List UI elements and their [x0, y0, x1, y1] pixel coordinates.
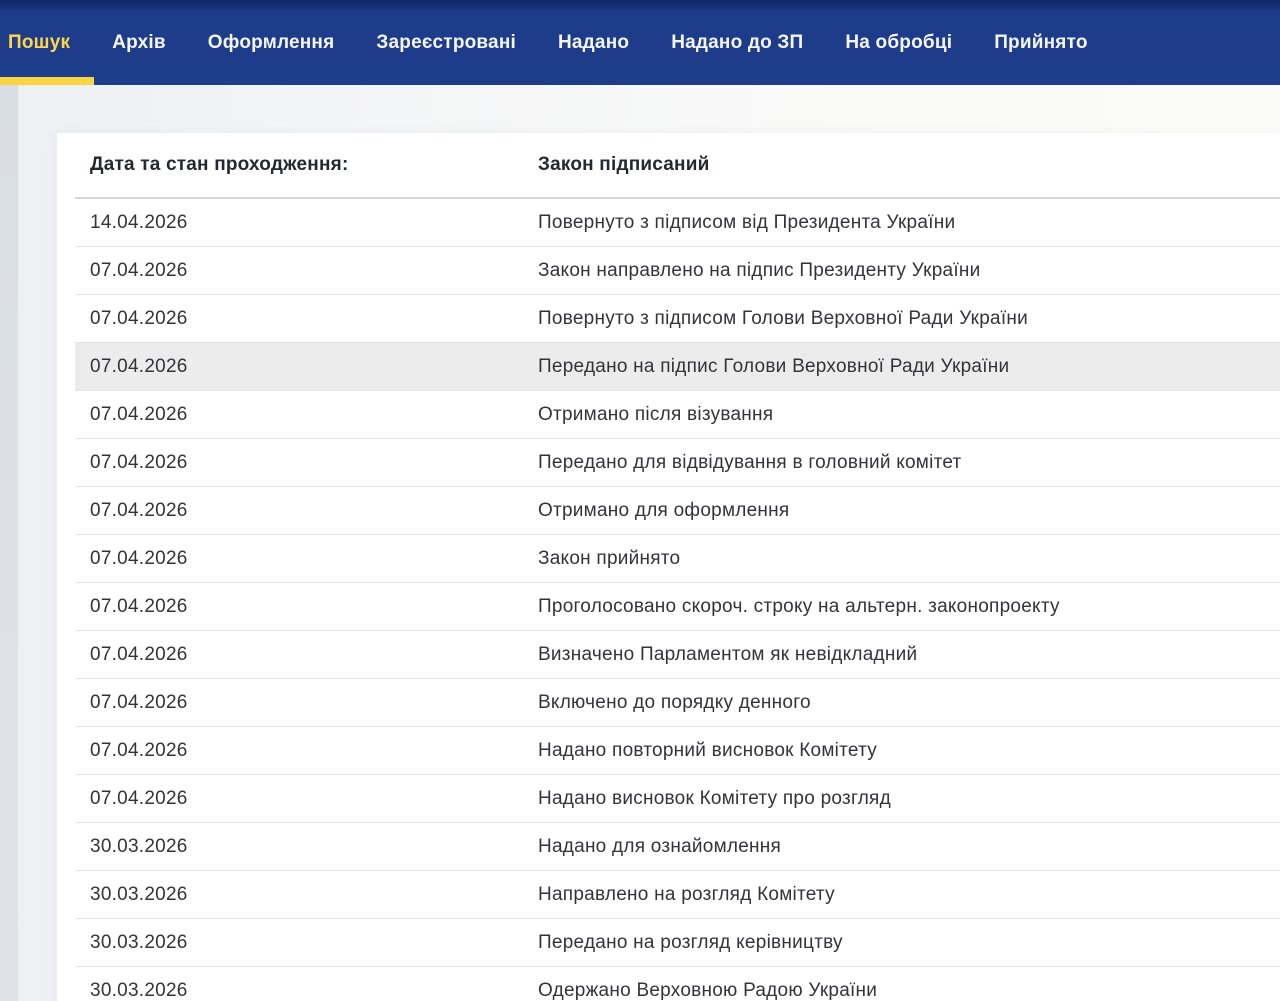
- nav-tab[interactable]: Зареєстровані: [376, 31, 516, 53]
- row-status: Закон направлено на підпис Президенту України: [538, 259, 981, 281]
- table-row: [75, 487, 1280, 535]
- row-status: Повернуто з підписом Голови Верховної Ради України: [538, 307, 1028, 329]
- row-date: 07.04.2026: [90, 595, 188, 617]
- table-row: [75, 439, 1280, 487]
- row-date: 07.04.2026: [90, 691, 188, 713]
- row-status: Включено до порядку денного: [538, 691, 811, 713]
- row-status: Одержано Верховною Радою України: [538, 979, 878, 1001]
- row-status: Отримано для оформлення: [538, 499, 790, 521]
- row-date: 30.03.2026: [90, 835, 188, 857]
- row-date: 07.04.2026: [90, 787, 188, 809]
- row-date: 30.03.2026: [90, 883, 188, 905]
- nav-tab[interactable]: Надано: [557, 31, 630, 53]
- row-status: Передано для відвідування в головний комітет: [538, 451, 962, 473]
- nav-tabs: [0, 0, 1280, 85]
- row-status: Повернуто з підписом від Президента України: [538, 211, 956, 233]
- table-row: [75, 967, 1280, 1001]
- row-status: Надано для ознайомлення: [538, 835, 782, 857]
- row-status: Отримано після візування: [538, 403, 774, 425]
- top-navigation: [0, 0, 1280, 85]
- row-status: Закон прийнято: [538, 547, 681, 569]
- table-row: [75, 391, 1280, 439]
- row-date: 07.04.2026: [90, 403, 188, 425]
- row-date: 07.04.2026: [90, 739, 188, 761]
- row-date: 30.03.2026: [90, 931, 188, 953]
- table-row: [75, 823, 1280, 871]
- table-row: [75, 247, 1280, 295]
- row-date: 07.04.2026: [90, 451, 188, 473]
- table-row: [75, 919, 1280, 967]
- table-row: [75, 727, 1280, 775]
- table-header-row: [75, 133, 1280, 199]
- table-row: [75, 199, 1280, 247]
- table-row: [75, 583, 1280, 631]
- row-status: Визначено Парламентом як невідкладний: [538, 643, 918, 665]
- left-edge-strip: [0, 85, 18, 1001]
- row-date: 07.04.2026: [90, 643, 188, 665]
- column-header-date: Дата та стан проходження:: [90, 154, 349, 175]
- table-row: [75, 535, 1280, 583]
- law-status-card: [57, 133, 1280, 1001]
- row-status: Надано висновок Комітету про розгляд: [538, 787, 891, 809]
- nav-tab[interactable]: Пошук: [8, 31, 71, 53]
- row-status: Направлено на розгляд Комітету: [538, 883, 835, 905]
- row-status: Передано на підпис Голови Верховної Ради України: [538, 355, 1010, 377]
- table-row: [75, 343, 1280, 391]
- row-date: 07.04.2026: [90, 547, 188, 569]
- page-body: [0, 85, 1280, 1001]
- row-status: Передано на розгляд керівництву: [538, 931, 843, 953]
- row-date: 07.04.2026: [90, 259, 188, 281]
- nav-tab[interactable]: Оформлення: [207, 31, 335, 53]
- nav-tab[interactable]: Архів: [112, 31, 166, 53]
- row-status: Проголосовано скороч. строку на альтерн. законопроекту: [538, 595, 1060, 617]
- nav-tab[interactable]: Надано до ЗП: [671, 31, 804, 53]
- table-row: [75, 295, 1280, 343]
- row-date: 14.04.2026: [90, 211, 188, 233]
- table-row: [75, 679, 1280, 727]
- nav-tab[interactable]: Прийнято: [994, 31, 1088, 53]
- nav-tab[interactable]: На обробці: [845, 31, 953, 53]
- table-body: [75, 199, 1280, 1001]
- row-date: 07.04.2026: [90, 499, 188, 521]
- table-row: [75, 631, 1280, 679]
- row-date: 30.03.2026: [90, 979, 188, 1001]
- column-header-status: Закон підписаний: [538, 154, 710, 175]
- row-date: 07.04.2026: [90, 355, 188, 377]
- table-row: [75, 871, 1280, 919]
- table-row: [75, 775, 1280, 823]
- row-date: 07.04.2026: [90, 307, 188, 329]
- row-status: Надано повторний висновок Комітету: [538, 739, 877, 761]
